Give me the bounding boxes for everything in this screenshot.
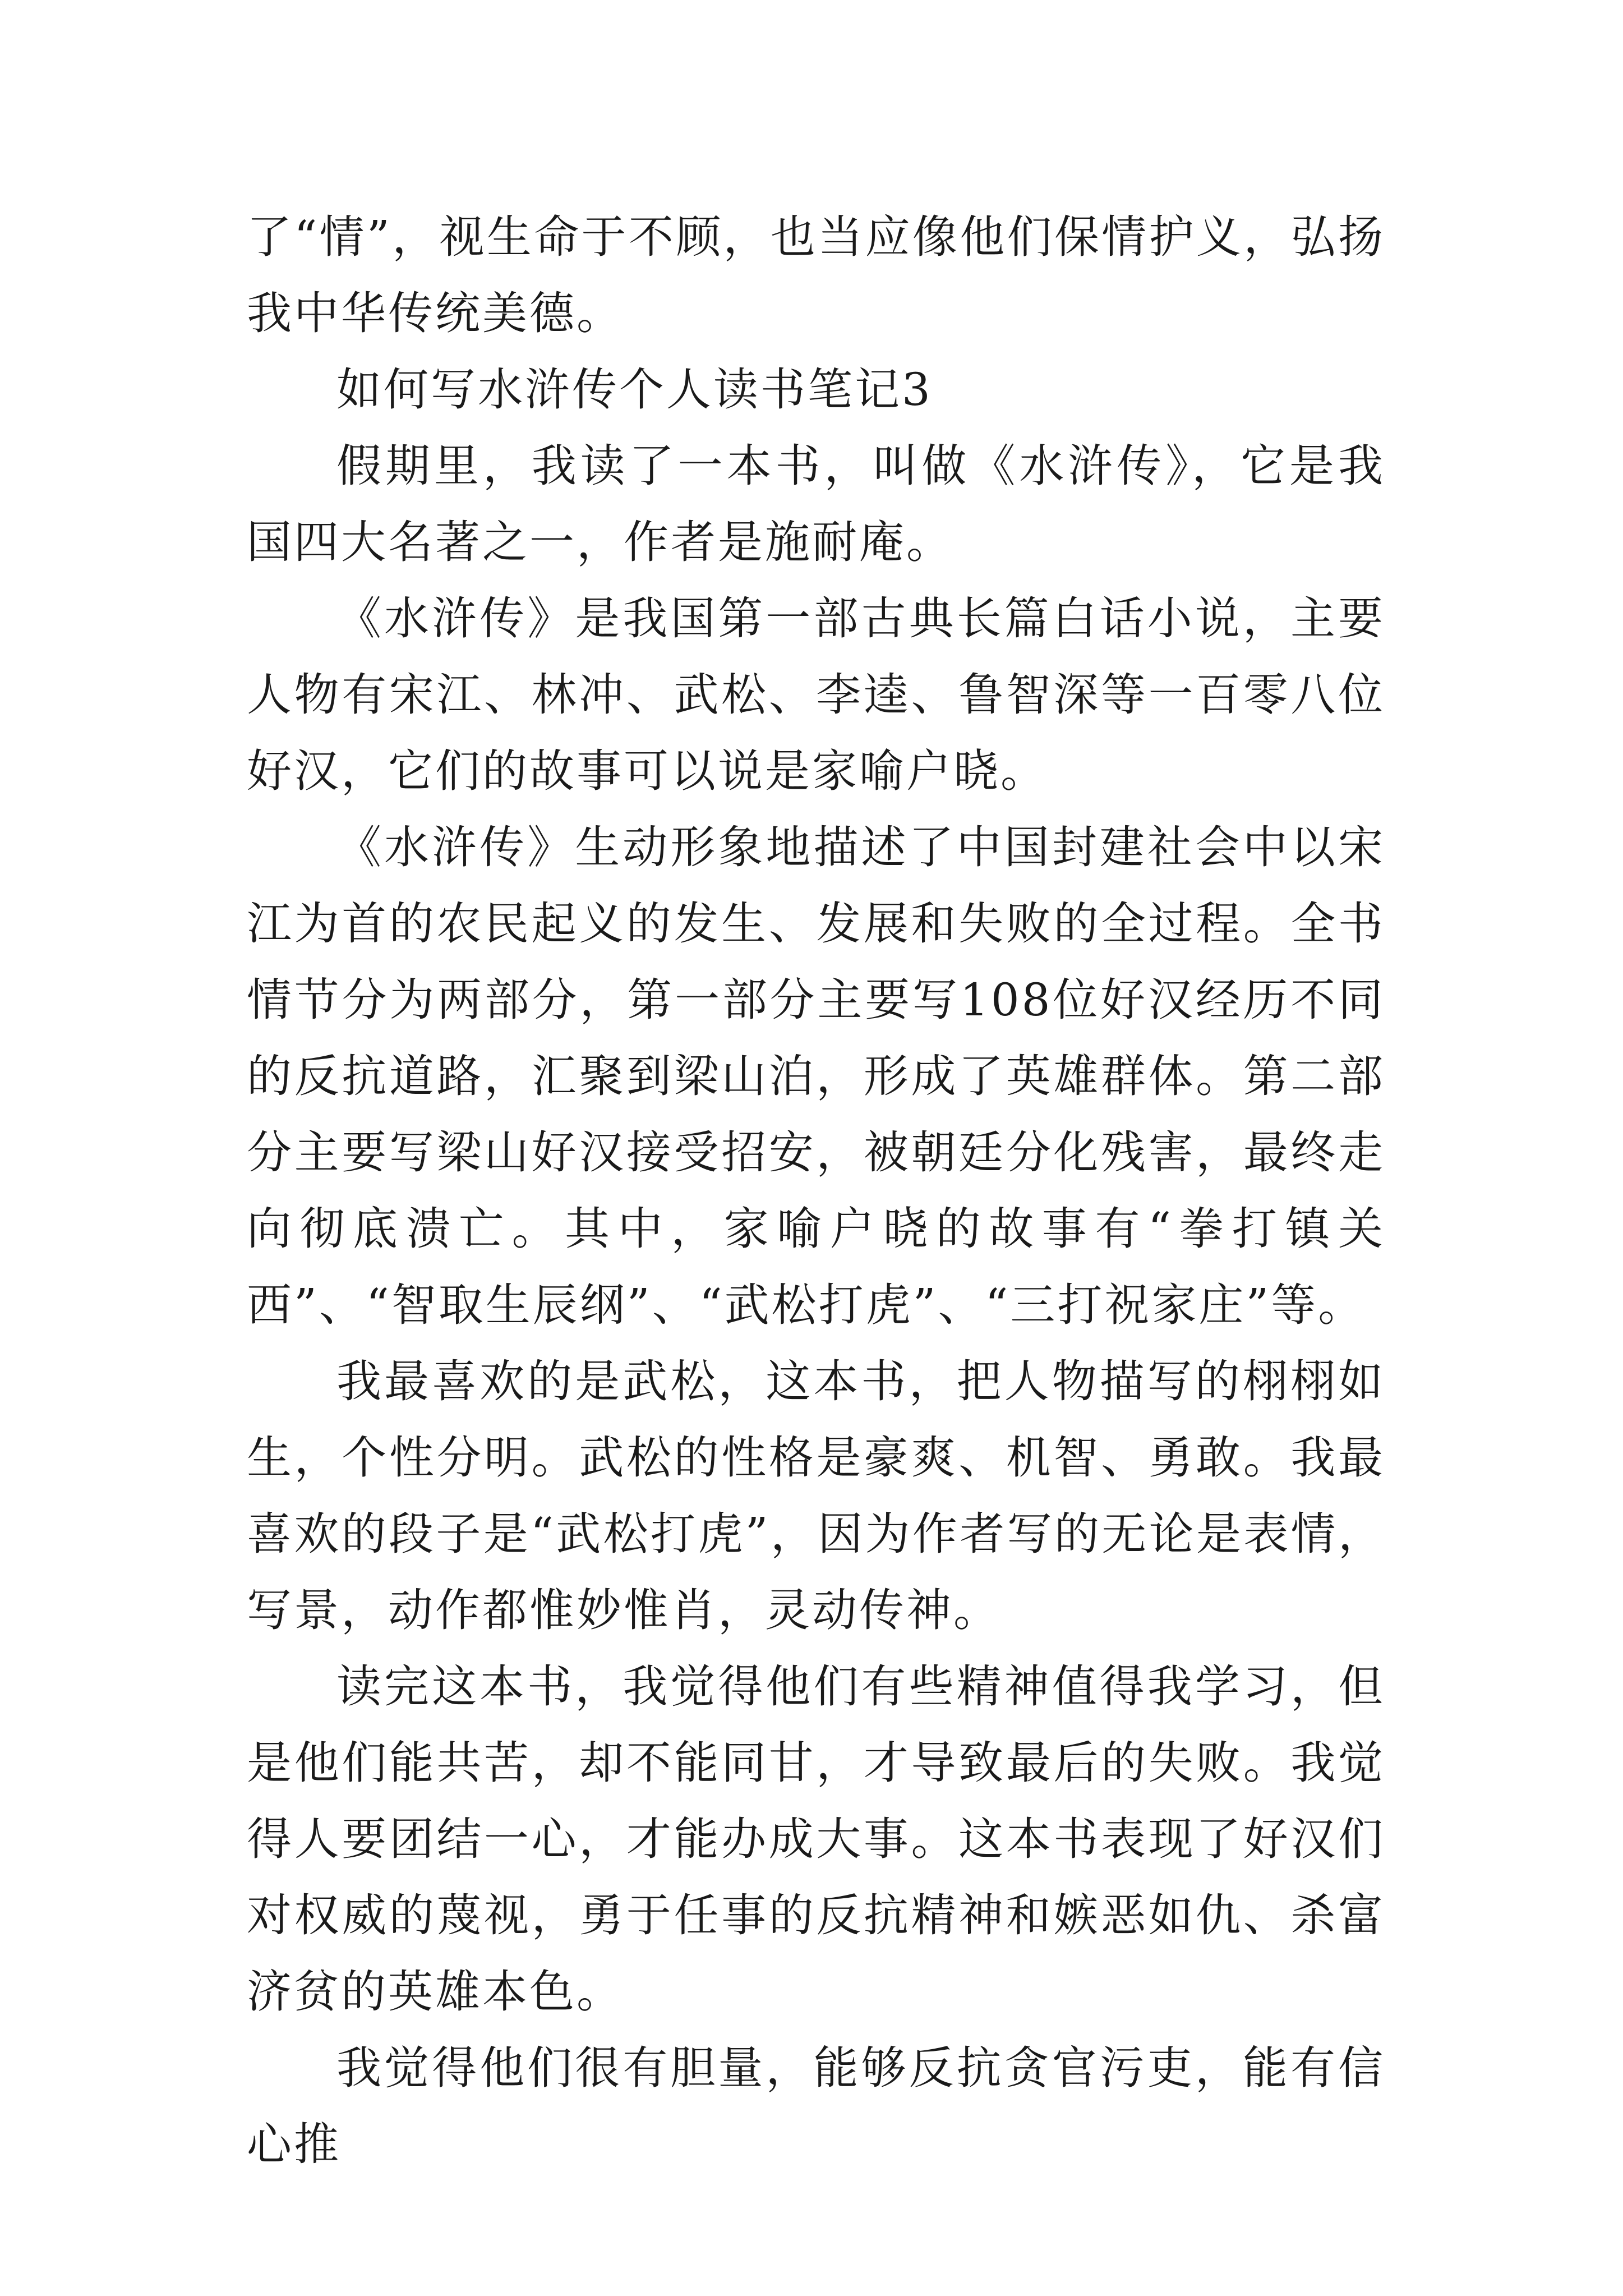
paragraph: 了“情”，视生命于不顾，也当应像他们保情护义，弘扬我中华传统美德。 <box>247 211 1385 339</box>
paragraph: 我最喜欢的是武松，这本书，把人物描写的栩栩如生，个性分明。武松的性格是豪爽、机智、勇敢。我最喜欢的段子是“武松打虎”，因为作者写的无论是表情，写景，动作都惟妙惟肖，灵动传神。 <box>247 1355 1385 1636</box>
section-heading: 如何写水浒传个人读书笔记3 <box>336 364 933 416</box>
document-body <box>247 199 1385 2183</box>
paragraph: 读完这本书，我觉得他们有些精神值得我学习，但是他们能共苦，却不能同甘，才导致最后的失败。我觉得人要团结一心，才能办成大事。这本书表现了好汉们对权威的蔑视，勇于任事的反抗精神和嫉恶如仇、杀富济贫的英雄本色。 <box>247 1660 1385 2018</box>
paragraph: 《水浒传》生动形象地描述了中国封建社会中以宋江为首的农民起义的发生、发展和失败的全过程。全书情节分为两部分，第一部分主要写108位好汉经历不同的反抗道路，汇聚到梁山泊，形成了英雄群体。第二部分主要写梁山好汉接受招安，被朝廷分化残害，最终走向彻底溃亡。其中，家喻户晓的故事有“拳打镇关西”、“智取生辰纲”、“武松打虎”、“三打祝家庄”等。 <box>247 821 1385 1331</box>
paragraph: 假期里，我读了一本书，叫做《水浒传》，它是我国四大名著之一，作者是施耐庵。 <box>247 440 1385 568</box>
paragraph: 我觉得他们很有胆量，能够反抗贪官污吏，能有信心推 <box>247 2042 1385 2170</box>
paragraph: 《水浒传》是我国第一部古典长篇白话小说，主要人物有宋江、林冲、武松、李逵、鲁智深等一百零八位好汉，它们的故事可以说是家喻户晓。 <box>247 592 1385 797</box>
